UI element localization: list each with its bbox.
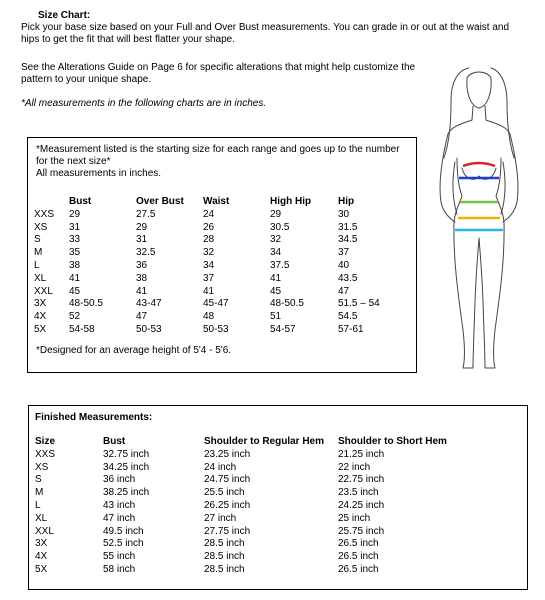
finished-row — [35, 462, 458, 475]
body-figure-illustration — [425, 62, 537, 374]
size-chart-cell: 41 — [270, 272, 282, 284]
column-header: Shoulder to Regular Hem — [204, 436, 325, 447]
finished-cell: 49.5 inch — [103, 525, 144, 537]
finished-cell: XXS — [35, 448, 56, 460]
size-chart-row — [34, 286, 398, 299]
finished-cell: 55 inch — [103, 551, 136, 563]
finished-cell: 3X — [35, 538, 48, 550]
column-header: Bust — [103, 436, 126, 447]
size-chart-cell: 35 — [69, 247, 81, 259]
size-chart-cell: 47 — [338, 285, 350, 297]
finished-measurements-box — [28, 405, 528, 590]
size-chart-cell: 31 — [136, 234, 148, 246]
size-chart-cell: 29 — [69, 208, 81, 220]
size-chart-row — [34, 247, 398, 260]
size-chart-row — [34, 298, 398, 311]
alterations-paragraph: See the Alterations Guide on Page 6 for specific alterations that might help customize the pattern to your unique shape. — [21, 62, 416, 85]
size-chart-cell: 28 — [203, 234, 215, 246]
size-chart-cell: 29 — [136, 221, 148, 233]
size-chart-cell: 54-57 — [270, 323, 296, 335]
size-chart-row — [34, 260, 398, 273]
finished-cell: 25 inch — [338, 512, 371, 524]
size-chart-cell: 38 — [69, 259, 81, 271]
size-chart-box — [27, 137, 417, 373]
size-chart-cell: 3X — [34, 298, 47, 310]
finished-row — [35, 449, 458, 462]
size-chart-cell: 50-53 — [203, 323, 229, 335]
finished-cell: 36 inch — [103, 474, 136, 486]
size-chart-cell: 48-50.5 — [69, 298, 103, 310]
size-chart-row — [34, 209, 398, 222]
finished-row — [35, 538, 458, 551]
column-header: High Hip — [270, 196, 312, 207]
size-chart-cell: 41 — [69, 272, 81, 284]
finished-row — [35, 564, 458, 577]
column-header: Bust — [69, 196, 92, 207]
size-chart-cell: 51 — [270, 311, 282, 323]
finished-cell: XXL — [35, 525, 54, 537]
finished-cell: 38.25 inch — [103, 487, 150, 499]
size-chart-cell: 37 — [203, 272, 215, 284]
finished-cell: 5X — [35, 563, 48, 575]
figure-hair — [444, 68, 514, 158]
finished-cell: 22 inch — [338, 461, 371, 473]
finished-cell: S — [35, 474, 42, 486]
finished-cell: 25.5 inch — [204, 487, 245, 499]
size-chart-cell: 26 — [203, 221, 215, 233]
finished-cell: 58 inch — [103, 563, 136, 575]
inches-note: *All measurements in the following charts are in inches. — [21, 98, 267, 109]
column-header — [34, 196, 69, 209]
size-chart-cell: 54.5 — [338, 311, 358, 323]
finished-cell: 28.5 inch — [204, 538, 245, 550]
finished-cell: 26.5 inch — [338, 538, 379, 550]
finished-cell: 27.75 inch — [204, 525, 251, 537]
size-chart-cell: 43.5 — [338, 272, 358, 284]
finished-cell: 23.25 inch — [204, 448, 251, 460]
size-chart-cell: 37.5 — [270, 259, 290, 271]
finished-cell: 32.75 inch — [103, 448, 150, 460]
figure-left-leg — [454, 222, 479, 368]
intro-paragraph: Pick your base size based on your Full and Over Bust measurements. You can grade in or out at the waist and hips to get the fit that will best flatter your shape. — [21, 22, 510, 45]
finished-row — [35, 474, 458, 487]
size-chart-cell: L — [34, 259, 40, 271]
size-chart-cell: 34 — [203, 259, 215, 271]
finished-cell: XL — [35, 512, 48, 524]
finished-cell: 23.5 inch — [338, 487, 379, 499]
table-header-row — [35, 436, 458, 449]
finished-cell: 26.25 inch — [204, 499, 251, 511]
size-chart-cell: 32 — [270, 234, 282, 246]
size-chart-cell: XL — [34, 272, 47, 284]
finished-cell: 21.25 inch — [338, 448, 385, 460]
size-chart-cell: S — [34, 234, 41, 246]
figure-torso — [454, 158, 504, 222]
finished-row — [35, 526, 458, 539]
size-chart-cell: 36 — [136, 259, 148, 271]
finished-measurements-table — [35, 436, 458, 577]
size-chart-cell: 45-47 — [203, 298, 229, 310]
size-chart-cell: 30.5 — [270, 221, 290, 233]
finished-cell: M — [35, 487, 44, 499]
table-header-row — [34, 196, 398, 209]
size-chart-cell: 57-61 — [338, 323, 364, 335]
size-chart-cell: 33 — [69, 234, 81, 246]
finished-cell: 4X — [35, 551, 48, 563]
size-chart-row — [34, 273, 398, 286]
finished-cell: 26.5 inch — [338, 551, 379, 563]
figure-right-leg — [479, 222, 504, 368]
finished-cell: 24 inch — [204, 461, 237, 473]
finished-cell: 47 inch — [103, 512, 136, 524]
column-header: Waist — [203, 196, 230, 207]
size-chart-cell: 27.5 — [136, 208, 156, 220]
size-chart-cell: 48 — [203, 311, 215, 323]
figure-face — [467, 72, 491, 108]
size-chart-cell: 37 — [338, 247, 350, 259]
size-chart-cell: 40 — [338, 259, 350, 271]
size-chart-cell: 5X — [34, 323, 47, 335]
size-chart-cell: 50-53 — [136, 323, 162, 335]
size-chart-row — [34, 234, 398, 247]
finished-cell: XS — [35, 461, 49, 473]
finished-cell: 43 inch — [103, 499, 136, 511]
finished-cell: 27 inch — [204, 512, 237, 524]
size-chart-cell: XXL — [34, 285, 53, 297]
finished-cell: 52.5 inch — [103, 538, 144, 550]
size-chart-cell: 43-47 — [136, 298, 162, 310]
size-chart-cell: 38 — [136, 272, 148, 284]
finished-row — [35, 551, 458, 564]
size-chart-cell: 54-58 — [69, 323, 95, 335]
size-chart-cell: 41 — [136, 285, 148, 297]
over-bust-line — [463, 163, 495, 166]
size-chart-cell: 51.5 – 54 — [338, 298, 380, 310]
size-chart-cell: XXS — [34, 208, 55, 220]
size-chart-cell: 47 — [136, 311, 148, 323]
size-chart-cell: 4X — [34, 311, 47, 323]
size-chart-title: Size Chart: — [38, 10, 91, 21]
finished-cell: 34.25 inch — [103, 461, 150, 473]
figure-right-arm — [501, 134, 518, 222]
column-header: Over Bust — [136, 196, 184, 207]
height-footnote: *Designed for an average height of 5'4 - 5'6. — [36, 345, 232, 356]
size-chart-cell: 32 — [203, 247, 215, 259]
size-chart-cell: 34 — [270, 247, 282, 259]
finished-cell: 24.25 inch — [338, 499, 385, 511]
size-chart-row — [34, 222, 398, 235]
size-chart-cell: 45 — [69, 285, 81, 297]
column-header: Shoulder to Short Hem — [338, 436, 447, 447]
figure-left-arm — [440, 134, 457, 222]
size-chart-cell: 34.5 — [338, 234, 358, 246]
size-chart-cell: 31 — [69, 221, 81, 233]
column-header: Size — [35, 436, 56, 447]
finished-cell: 22.75 inch — [338, 474, 385, 486]
finished-measurements-title: Finished Measurements: — [35, 412, 153, 423]
finished-cell: L — [35, 499, 41, 511]
finished-row — [35, 500, 458, 513]
size-chart-cell: 32.5 — [136, 247, 156, 259]
finished-cell: 28.5 inch — [204, 563, 245, 575]
inches-note-2: All measurements in inches. — [36, 168, 162, 179]
size-chart-cell: M — [34, 247, 43, 259]
finished-cell: 24.75 inch — [204, 474, 251, 486]
starting-size-note: *Measurement listed is the starting size for each range and goes up to the number for the next size* — [36, 144, 400, 167]
finished-cell: 26.5 inch — [338, 563, 379, 575]
finished-row — [35, 513, 458, 526]
size-chart-cell: 45 — [270, 285, 282, 297]
figure-shoulders — [448, 120, 510, 134]
size-chart-row — [34, 311, 398, 324]
size-chart-cell: 31.5 — [338, 221, 358, 233]
column-header: Hip — [338, 196, 355, 207]
size-chart-table — [34, 196, 398, 337]
finished-cell: 25.75 inch — [338, 525, 385, 537]
finished-row — [35, 487, 458, 500]
size-chart-cell: 52 — [69, 311, 81, 323]
size-chart-cell: 41 — [203, 285, 215, 297]
finished-cell: 28.5 inch — [204, 551, 245, 563]
size-chart-row — [34, 324, 398, 337]
size-chart-cell: 48-50.5 — [270, 298, 304, 310]
size-chart-cell: XS — [34, 221, 48, 233]
size-chart-cell: 29 — [270, 208, 282, 220]
size-chart-cell: 30 — [338, 208, 350, 220]
size-chart-cell: 24 — [203, 208, 215, 220]
